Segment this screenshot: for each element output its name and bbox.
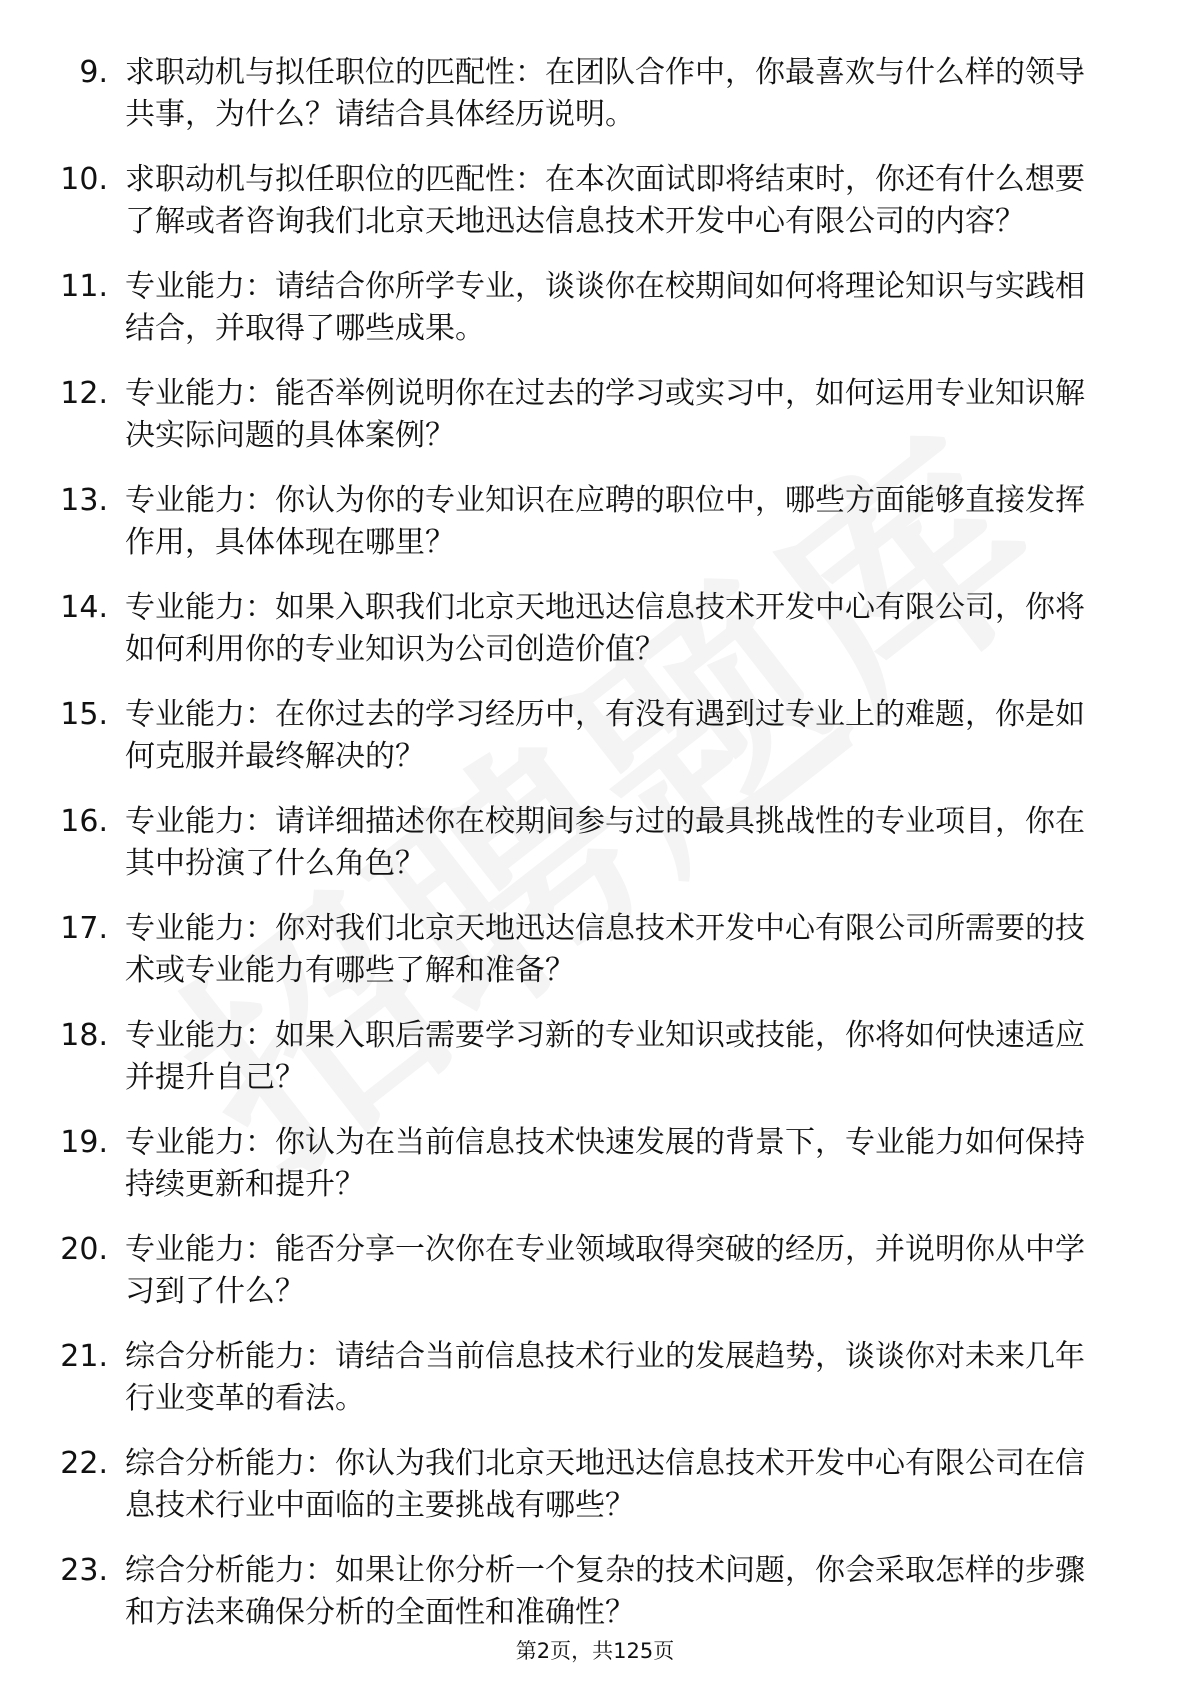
question-item-20: [0, 1229, 1110, 1313]
page-footer: 第2页，共125页: [515, 1639, 675, 1663]
question-number: 22.: [60, 1446, 108, 1481]
question-number: 13.: [60, 483, 108, 518]
question-text: 专业能力：如果入职我们北京天地迅达信息技术开发中心有限公司，你将如何利用你的专业知识为公司创造价值？: [125, 590, 1085, 667]
question-text: 专业能力：能否分享一次你在专业领域取得突破的经历，并说明你从中学习到了什么？: [125, 1232, 1085, 1309]
question-item-13: [0, 480, 1110, 564]
question-item-11: [0, 266, 1110, 350]
question-number: 16.: [60, 804, 108, 839]
question-list: [0, 52, 1190, 1657]
question-item-15: [0, 694, 1110, 778]
question-item-9: [0, 52, 1110, 136]
question-item-18: [0, 1015, 1110, 1099]
question-text: 综合分析能力：你认为我们北京天地迅达信息技术开发中心有限公司在信息技术行业中面临的主要挑战有哪些？: [125, 1446, 1085, 1523]
question-number: 12.: [60, 376, 108, 411]
question-number: 20.: [60, 1232, 108, 1267]
question-text: 求职动机与拟任职位的匹配性：在团队合作中，你最喜欢与什么样的领导共事，为什么？请结合具体经历说明。: [125, 55, 1085, 132]
question-number: 14.: [60, 590, 108, 625]
question-item-21: [0, 1336, 1110, 1420]
question-number: 11.: [60, 269, 108, 304]
question-text: 专业能力：你认为你的专业知识在应聘的职位中，哪些方面能够直接发挥作用，具体体现在哪里？: [125, 483, 1085, 560]
question-number: 21.: [60, 1339, 108, 1374]
question-number: 10.: [60, 162, 108, 197]
question-text: 专业能力：如果入职后需要学习新的专业知识或技能，你将如何快速适应并提升自己？: [125, 1018, 1085, 1095]
question-text: 专业能力：你对我们北京天地迅达信息技术开发中心有限公司所需要的技术或专业能力有哪些了解和准备？: [125, 911, 1085, 988]
question-text: 综合分析能力：如果让你分析一个复杂的技术问题，你会采取怎样的步骤和方法来确保分析的全面性和准确性？: [125, 1553, 1085, 1630]
question-item-19: [0, 1122, 1110, 1206]
question-text: 专业能力：请详细描述你在校期间参与过的最具挑战性的专业项目，你在其中扮演了什么角色？: [125, 804, 1085, 881]
question-number: 19.: [60, 1125, 108, 1160]
question-item-23: [0, 1550, 1110, 1634]
question-text: 综合分析能力：请结合当前信息技术行业的发展趋势，谈谈你对未来几年行业变革的看法。: [125, 1339, 1085, 1416]
question-item-12: [0, 373, 1110, 457]
question-item-14: [0, 587, 1110, 671]
question-text: 专业能力：请结合你所学专业，谈谈你在校期间如何将理论知识与实践相结合，并取得了哪些成果。: [125, 269, 1085, 346]
question-text: 专业能力：能否举例说明你在过去的学习或实习中，如何运用专业知识解决实际问题的具体案例？: [125, 376, 1085, 453]
question-number: 18.: [60, 1018, 108, 1053]
question-number: 9.: [79, 55, 108, 90]
question-item-17: [0, 908, 1110, 992]
question-number: 17.: [60, 911, 108, 946]
question-item-22: [0, 1443, 1110, 1527]
question-number: 15.: [60, 697, 108, 732]
question-item-10: [0, 159, 1110, 243]
question-text: 专业能力：在你过去的学习经历中，有没有遇到过专业上的难题，你是如何克服并最终解决的？: [125, 697, 1085, 774]
question-text: 专业能力：你认为在当前信息技术快速发展的背景下，专业能力如何保持持续更新和提升？: [125, 1125, 1085, 1202]
question-number: 23.: [60, 1553, 108, 1588]
question-text: 求职动机与拟任职位的匹配性：在本次面试即将结束时，你还有什么想要了解或者咨询我们北京天地迅达信息技术开发中心有限公司的内容？: [125, 162, 1085, 239]
question-item-16: [0, 801, 1110, 885]
